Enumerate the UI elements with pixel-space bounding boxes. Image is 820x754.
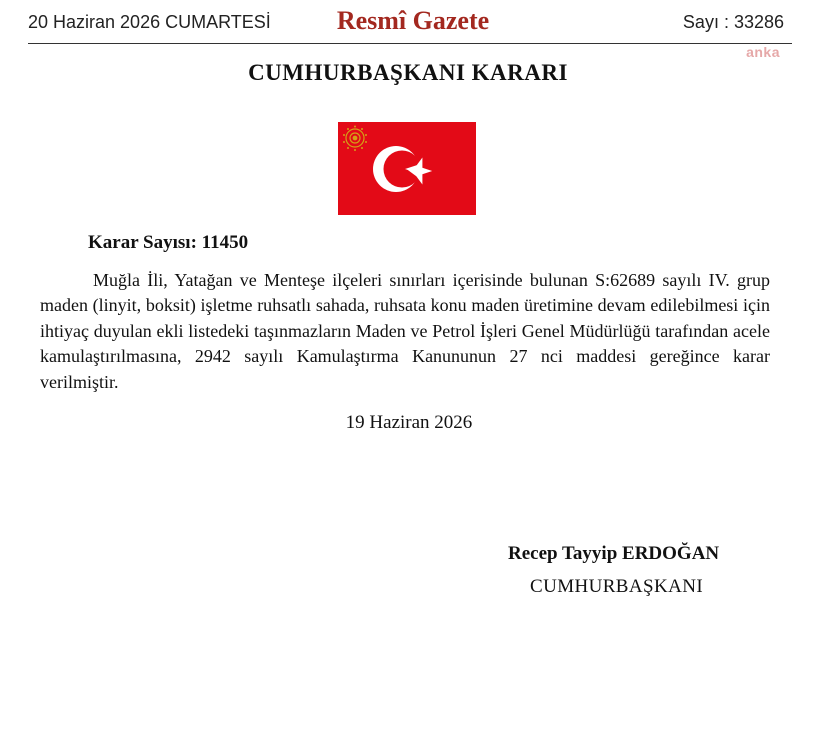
turkish-flag-icon [338,122,476,215]
decree-date: 19 Haziran 2026 [345,412,473,433]
signatory-name: Recep Tayyip ERDOĞAN [508,543,720,564]
signatory-title: CUMHURBAŞKANI [530,576,704,597]
gazette-issue-number: Sayı : 33286 [682,12,784,32]
decree-body-text: Muğla İli, Yatağan ve Menteşe ilçeleri sınırları içerisinde bulunan S:62689 sayılı IV. grup maden (linyit, boksit) işletme ruhsatlı sahada, ruhsata konu maden üretimine devam edilebilmesi için ihtiyaç duyulan ekli listedeki taşınmazların Maden ve Petrol İşleri Genel Müdürlüğü tarafından acele kamulaştırılmasına, 2942 sayılı Kamulaştırma Kanununun 27 nci maddesi gereğince karar verilmiştir. [40,270,770,392]
gazette-date: 20 Haziran 2026 CUMARTESİ [28,12,271,32]
decree-heading: CUMHURBAŞKANI KARARI [248,60,568,85]
header-divider [28,43,792,44]
gazette-title: Resmî Gazete [336,6,490,35]
agency-watermark: anka [746,44,780,60]
decree-number: Karar Sayısı: 11450 [88,232,249,253]
